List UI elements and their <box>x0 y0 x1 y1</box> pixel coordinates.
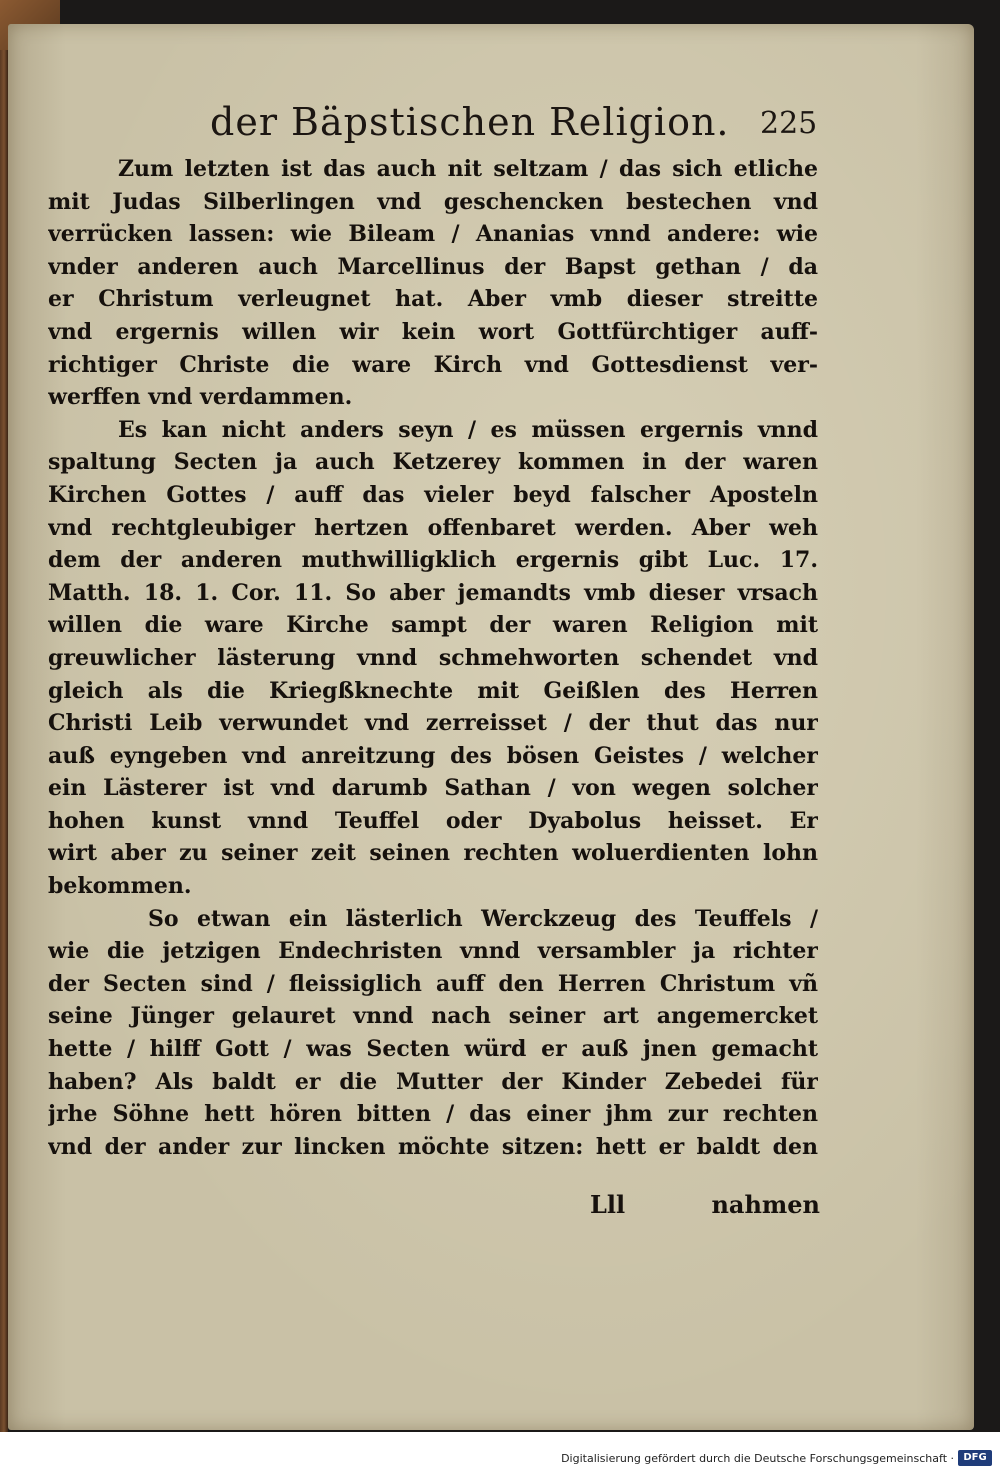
text-line: mit Judas Silberlingen vnd geschencken bestechen vnd <box>48 188 818 215</box>
signature-mark: Lll <box>590 1190 626 1219</box>
text-line: hette / hilff Gott / was Secten würd er auß jnen gemacht <box>48 1036 818 1063</box>
text-line: hohen kunst vnnd Teuffel oder Dyabolus heisset. Er <box>48 807 818 834</box>
text-line: der Secten sind / fleissiglich auff den Herren Christum vñ <box>48 970 818 997</box>
text-line: haben? Als baldt er die Mutter der Kinder Zebedei für <box>48 1068 818 1095</box>
page-footer-marks <box>590 1190 820 1226</box>
running-head: der Bäpstischen Religion. <box>210 100 730 144</box>
text-line: vnd ergernis willen wir kein wort Gottfürchtiger auff- <box>48 318 818 345</box>
text-line: greuwlicher lästerung vnnd schmehworten schendet vnd <box>48 644 818 671</box>
text-line: ein Lästerer ist vnd darumb Sathan / von wegen solcher <box>48 775 818 802</box>
text-line: richtiger Christe die ware Kirch vnd Gottesdienst ver- <box>48 351 818 378</box>
text-line: gleich als die Kriegßknechte mit Geißlen des Herren <box>48 677 818 704</box>
text-line: vnd rechtgleubiger hertzen offenbaret werden. Aber weh <box>48 514 818 541</box>
text-line: Es kan nicht anders seyn / es müssen ergernis vnnd <box>118 416 818 443</box>
text-line: Zum letzten ist das auch nit seltzam / das sich etliche <box>118 156 818 182</box>
text-line: verrücken lassen: wie Bileam / Ananias vnnd andere: wie <box>48 221 818 248</box>
text-line: vnd der ander zur lincken möchte sitzen: hett er baldt den <box>48 1133 818 1160</box>
text-line: Christi Leib verwundet vnd zerreisset / der thut das nur <box>48 710 818 737</box>
catchword: nahmen <box>711 1190 820 1219</box>
text-line: spaltung Secten ja auch Ketzerey kommen in der waren <box>48 449 818 476</box>
text-line: Matth. 18. 1. Cor. 11. So aber jemandts vmb dieser vrsach <box>48 579 818 606</box>
text-line: vnder anderen auch Marcellinus der Bapst gethan / da <box>48 253 818 280</box>
text-line: er Christum verleugnet hat. Aber vmb dieser streitte <box>48 286 818 313</box>
body-text <box>48 153 818 1163</box>
text-line: wie die jetzigen Endechristen vnnd versambler ja richter <box>48 938 818 965</box>
text-line: bekommen. <box>48 873 192 900</box>
book-binding-edge <box>0 0 8 1432</box>
text-line: auß eyngeben vnd anreitzung des bösen Geistes / welcher <box>48 742 818 769</box>
funding-credit: Digitalisierung gefördert durch die Deutsche Forschungsgemeinschaft · <box>561 1452 954 1465</box>
text-line: dem der anderen muthwilligklich ergernis gibt Luc. 17. <box>48 547 818 574</box>
text-line: willen die ware Kirche sampt der waren Religion mit <box>48 612 818 639</box>
digitization-footer <box>0 1432 1000 1474</box>
text-line: So etwan ein lästerlich Werckzeug des Teuffels / <box>148 905 818 932</box>
text-line: Kirchen Gottes / auff das vieler beyd falscher Aposteln <box>48 481 818 508</box>
text-line: wirt aber zu seiner zeit seinen rechten woluerdienten lohn <box>48 840 818 867</box>
page-number: 225 <box>760 106 818 141</box>
dfg-logo: DFG <box>958 1450 992 1466</box>
text-line: jrhe Söhne hett hören bitten / das einer jhm zur rechten <box>48 1101 818 1128</box>
text-line: werffen vnd verdammen. <box>48 384 353 411</box>
text-line: seine Jünger gelauret vnnd nach seiner art angemercket <box>48 1003 818 1030</box>
